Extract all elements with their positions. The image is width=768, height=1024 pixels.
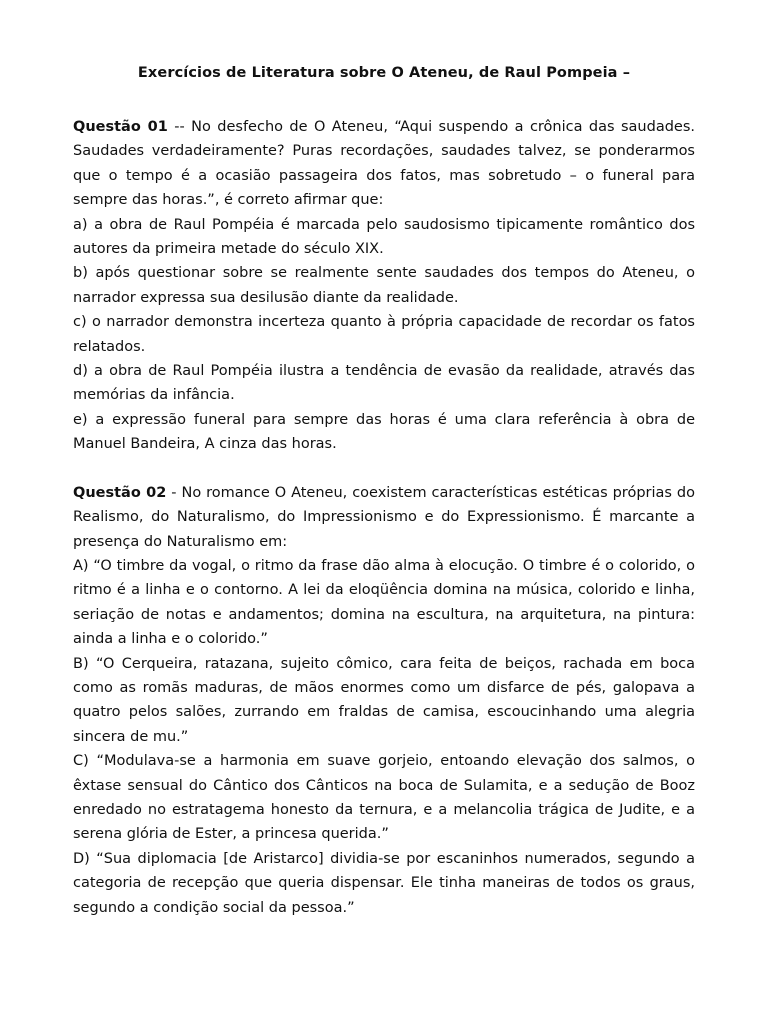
- question-01-option-a: a) a obra de Raul Pompéia é marcada pelo saudosismo tipicamente romântico dos autores da primeira metade do século XIX.: [73, 216, 695, 258]
- question-01: [73, 115, 695, 457]
- question-02-option-a: A) “O timbre da vogal, o ritmo da frase dão alma à elocução. O timbre é o colorido, o ritmo é a linha e o contorno. A lei da eloqüência domina na música, colorido e linha, seriação de notas e andamentos; domina na escultura, na arquitetura, na pintura: ainda a linha e o colorido.”: [73, 557, 695, 648]
- question-01-stem-text: -- No desfecho de O Ateneu, “Aqui suspendo a crônica das saudades. Saudades verdadeiramente? Puras recordações, saudades talvez, se ponderarmos que o tempo é a ocasião passageira dos fatos, mas sobretudo – o funeral para sempre das horas.”, é correto afirmar que:: [73, 119, 695, 209]
- question-02-option-c: C) “Modulava-se a harmonia em suave gorjeio, entoando elevação dos salmos, o êxtase sensual do Cântico dos Cânticos na boca de Sulamita, e a sedução de Booz enredado no estratagema honesto da ternura, e a melancolia trágica de Judite, e a serena glória de Ester, a princesa querida.”: [73, 753, 695, 843]
- question-01-option-e: e) a expressão funeral para sempre das horas é uma clara referência à obra de Manuel Bandeira, A cinza das horas.: [73, 411, 695, 453]
- document-page: [73, 62, 695, 944]
- question-02-option-b: B) “O Cerqueira, ratazana, sujeito cômico, cara feita de beiços, rachada em boca como as romãs maduras, de mãos enormes como um disfarce de pés, galopava a quatro pelos salões, zurrando em fraldas de camisa, escoucinhando uma alegria sincera de mu.”: [73, 655, 695, 745]
- question-01-option-c: c) o narrador demonstra incerteza quanto à própria capacidade de recordar os fatos relatados.: [73, 314, 695, 355]
- question-01-label: Questão 01: [73, 119, 168, 135]
- question-02-label: Questão 02: [73, 484, 167, 501]
- question-02-stem-text: - No romance O Ateneu, coexistem características estéticas próprias do Realismo, do Naturalismo, do Impressionismo e do Expressionismo. É marcante a presença do Naturalismo em:: [73, 484, 695, 550]
- question-02: [73, 481, 695, 920]
- question-01-option-d: d) a obra de Raul Pompéia ilustra a tendência de evasão da realidade, através das memórias da infância.: [73, 363, 695, 404]
- question-02-stem: [73, 481, 695, 554]
- question-02-option-d: D) “Sua diplomacia [de Aristarco] dividia-se por escaninhos numerados, segundo a categoria de recepção que queria dispensar. Ele tinha maneiras de todos os graus, segundo a condição social da pessoa.”: [73, 850, 695, 916]
- document-title: Exercícios de Literatura sobre O Ateneu, de Raul Pompeia –: [137, 65, 631, 81]
- question-01-stem: [73, 115, 695, 213]
- question-01-option-b: b) após questionar sobre se realmente sente saudades dos tempos do Ateneu, o narrador expressa sua desilusão diante da realidade.: [73, 265, 695, 306]
